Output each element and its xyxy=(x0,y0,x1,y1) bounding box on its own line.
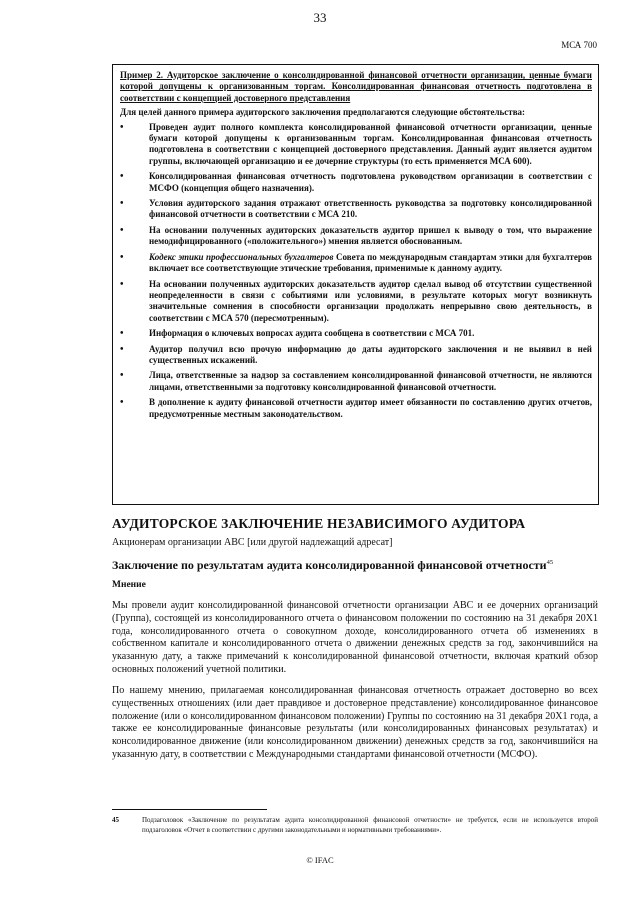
list-item xyxy=(120,225,592,248)
list-item xyxy=(120,198,592,221)
bullet-icon: • xyxy=(120,171,124,183)
list-item-text: В дополнение к аудиту финансовой отчетности аудитор имеет обязанности по составлению других отчетов, предусмотренные местным законодательством. xyxy=(149,397,592,419)
bullet-icon: • xyxy=(120,328,124,340)
example-title: Пример 2. Аудиторское заключение о консолидированной финансовой отчетности организации, ценные бумаги которой допущены к организованным торгам. Консолидированная финансовая отчетность подготовлена в соответствии с концепцией достоверного представления xyxy=(120,70,592,103)
bullet-icon: • xyxy=(120,198,124,210)
list-item xyxy=(120,397,592,420)
opinion-heading: Мнение xyxy=(112,580,146,590)
bullet-icon: • xyxy=(120,121,124,133)
section-heading-text: Заключение по результатам аудита консолидированной финансовой отчетности xyxy=(112,558,547,572)
copyright: © IFAC xyxy=(306,855,334,865)
footnote xyxy=(112,816,598,835)
list-item xyxy=(120,252,592,275)
footnote-divider xyxy=(112,809,267,810)
circumstances-list xyxy=(120,122,592,420)
list-item xyxy=(120,328,592,339)
list-item-text: Совета по международным стандартам этики для бухгалтеров включает все соответствующие этические требования, применимые к данному аудиту. xyxy=(149,251,592,274)
bullet-icon: • xyxy=(120,278,124,290)
list-item-text: Аудитор получил всю прочую информацию до даты аудиторского заключения и не выявил в ней существенных искажений. xyxy=(149,343,592,365)
list-item xyxy=(120,344,592,367)
section-heading xyxy=(112,558,553,573)
list-item-text: Лица, ответственные за надзор за составлением консолидированной финансовой отчетности, не являются лицами, ответственными за подготовку консолидированной финансовой отчетности. xyxy=(149,370,592,392)
list-item-text: Проведен аудит полного комплекта консолидированной финансовой отчетности организации, ценные бумаги которой допущены к организованным торгам. Консолидированная финансовая отчетность подготовлена в соответствии с концепцией достоверного представления. Данный аудит является аудитом группы, включающей организацию и ее дочерние структуры (то есть применяется МСА 600). xyxy=(149,121,592,166)
opinion-paragraph-1: Мы провели аудит консолидированной финансовой отчетности организации АВС и ее дочерних организаций (Группа), состоящей из консолидированного отчета о финансовом положении по состоянию на 31 декабря 20Х1 года, консолидированного отчета о совокупном доходе, консолидированного отчета об изменениях в собственном капитале и консолидированного отчета о движении денежных средств за год, закончившийся на указанную дату, а также примечаний к консолидированной финансовой отчетности, включая краткий обзор основных положений учетной политики. xyxy=(112,600,598,675)
list-item-text: Консолидированная финансовая отчетность подготовлена руководством организации в соответствии с МСФО (концепция общего назначения). xyxy=(149,171,592,193)
example-intro: Для целей данного примера аудиторского заключения предполагаются следующие обстоятельства: xyxy=(120,107,526,118)
list-item-text: На основании полученных аудиторских доказательств аудитор пришел к выводу о том, что выражение немодифицированного («положительного») мнения является обоснованным. xyxy=(149,224,592,247)
bullet-icon: • xyxy=(120,251,124,263)
footnote-text: Подзаголовок «Заключение по результатам аудита консолидированной финансовой отчетности» не требуется, если не используется второй подзаголовок «Отчет в соответствии с другими законодательными и нормативными требованиями». xyxy=(142,816,598,834)
bullet-icon: • xyxy=(120,343,124,355)
list-item xyxy=(120,370,592,393)
bullet-icon: • xyxy=(120,370,124,382)
list-item-text: На основании полученных аудиторских доказательств аудитор сделал вывод об отсутствии существенной неопределенности в связи с событиями или условиями, в результате которых могут возникнуть значительные сомнения в способности организации продолжать непрерывно свою деятельность, в соответствии с МСА 570 (пересмотренным). xyxy=(149,278,592,323)
document-code: МСА 700 xyxy=(561,40,597,50)
report-main-heading: АУДИТОРСКОЕ ЗАКЛЮЧЕНИЕ НЕЗАВИСИМОГО АУДИТОРА xyxy=(112,516,526,531)
footnote-mark: 45 xyxy=(112,816,119,824)
footnote-reference: 45 xyxy=(546,559,554,566)
list-item xyxy=(120,279,592,325)
page-number: 33 xyxy=(313,10,327,25)
code-of-ethics-title: Кодекс этики профессиональных бухгалтеров xyxy=(149,251,334,262)
opinion-paragraph-2: По нашему мнению, прилагаемая консолидированная финансовая отчетность отражает достоверно во всех существенных отношениях (или дает правдивое и достоверное представление) консолидированное финансовое положение (или о консолидированном финансовом положении) Группы по состоянию на 31 декабря 20Х1 года, а также ее консолидированные финансовые результаты (или консолидированных финансовых результатах) и консолидированное движение (или консолидированном движении) денежных средств за год, закончившийся на указанную дату, в соответствии с Международными стандартами финансовой отчетности (МСФО). xyxy=(112,685,598,760)
list-item xyxy=(120,171,592,194)
bullet-icon: • xyxy=(120,224,124,236)
list-item xyxy=(120,122,592,168)
report-addressee: Акционерам организации АВС [или другой надлежащий адресат] xyxy=(112,537,393,548)
bullet-icon: • xyxy=(120,397,124,409)
example-box xyxy=(112,64,599,505)
list-item-text: Условия аудиторского задания отражают ответственность руководства за подготовку консолидированной финансовой отчетности в соответствии с МСА 210. xyxy=(149,198,592,220)
list-item-text: Информация о ключевых вопросах аудита сообщена в соответствии с МСА 701. xyxy=(149,328,475,339)
